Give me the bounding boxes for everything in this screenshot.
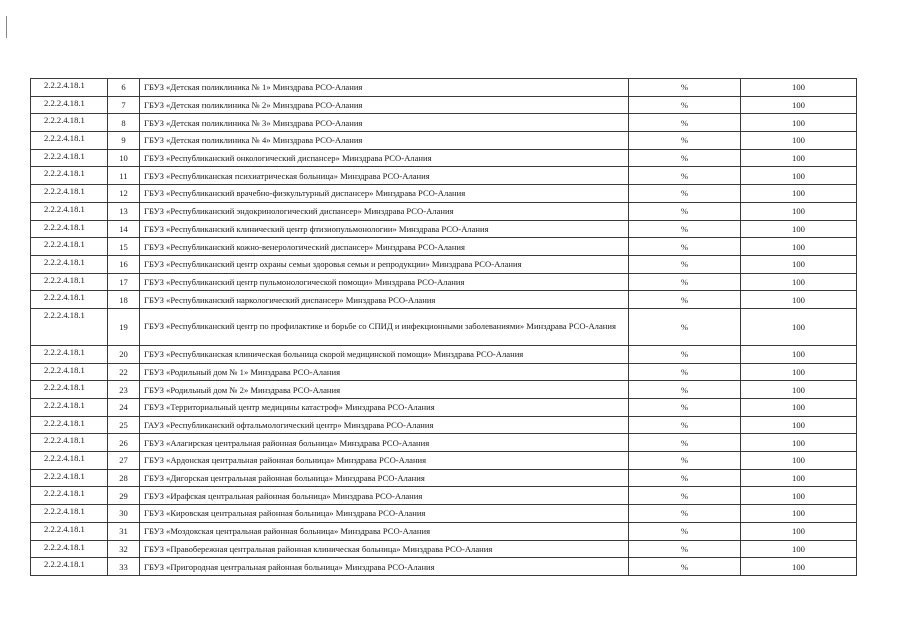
unit-cell: % [629, 291, 741, 309]
indicator-code-cell: 2.2.2.4.18.1 [31, 220, 108, 238]
table-row [31, 132, 857, 150]
value-cell: 100 [741, 363, 857, 381]
institution-name-cell: ГБУЗ «Республиканский кожно-венерологический диспансер» Минздрава РСО-Алания [140, 238, 629, 256]
table-row [31, 96, 857, 114]
row-number-cell: 30 [108, 505, 140, 523]
unit-cell: % [629, 540, 741, 558]
institution-name-cell: ГБУЗ «Кировская центральная районная больница» Минздрава РСО-Алания [140, 505, 629, 523]
indicator-code-cell: 2.2.2.4.18.1 [31, 185, 108, 203]
institution-name-cell: ГБУЗ «Республиканский онкологический диспансер» Минздрава РСО-Алания [140, 149, 629, 167]
table-row [31, 540, 857, 558]
institution-name-cell: ГБУЗ «Моздокская центральная районная больница» Минздрава РСО-Алания [140, 522, 629, 540]
unit-cell: % [629, 522, 741, 540]
indicator-code-cell: 2.2.2.4.18.1 [31, 79, 108, 97]
unit-cell: % [629, 434, 741, 452]
row-number-cell: 25 [108, 416, 140, 434]
value-cell: 100 [741, 114, 857, 132]
value-cell: 100 [741, 96, 857, 114]
row-number-cell: 9 [108, 132, 140, 150]
indicator-code-cell: 2.2.2.4.18.1 [31, 149, 108, 167]
table-row [31, 202, 857, 220]
indicator-code-cell: 2.2.2.4.18.1 [31, 505, 108, 523]
table-row [31, 149, 857, 167]
value-cell: 100 [741, 505, 857, 523]
indicator-code-cell: 2.2.2.4.18.1 [31, 381, 108, 399]
row-number-cell: 29 [108, 487, 140, 505]
unit-cell: % [629, 255, 741, 273]
row-number-cell: 7 [108, 96, 140, 114]
table-row [31, 558, 857, 576]
value-cell: 100 [741, 487, 857, 505]
indicator-code-cell: 2.2.2.4.18.1 [31, 202, 108, 220]
unit-cell: % [629, 381, 741, 399]
row-number-cell: 18 [108, 291, 140, 309]
unit-cell: % [629, 452, 741, 470]
value-cell: 100 [741, 381, 857, 399]
unit-cell: % [629, 399, 741, 417]
unit-cell: % [629, 167, 741, 185]
value-cell: 100 [741, 220, 857, 238]
indicator-code-cell: 2.2.2.4.18.1 [31, 558, 108, 576]
row-number-cell: 26 [108, 434, 140, 452]
institution-name-cell: ГБУЗ «Детская поликлиника № 4» Минздрава РСО-Алания [140, 132, 629, 150]
indicator-code-cell: 2.2.2.4.18.1 [31, 167, 108, 185]
unit-cell: % [629, 487, 741, 505]
row-number-cell: 33 [108, 558, 140, 576]
row-number-cell: 27 [108, 452, 140, 470]
indicator-table [30, 78, 857, 576]
value-cell: 100 [741, 558, 857, 576]
value-cell: 100 [741, 291, 857, 309]
unit-cell: % [629, 308, 741, 345]
value-cell: 100 [741, 345, 857, 363]
table-row [31, 255, 857, 273]
table-row [31, 291, 857, 309]
institution-name-cell: ГБУЗ «Родильный дом № 2» Минздрава РСО-Алания [140, 381, 629, 399]
unit-cell: % [629, 185, 741, 203]
institution-name-cell: ГБУЗ «Детская поликлиника № 2» Минздрава РСО-Алания [140, 96, 629, 114]
value-cell: 100 [741, 132, 857, 150]
value-cell: 100 [741, 399, 857, 417]
unit-cell: % [629, 149, 741, 167]
table-row [31, 434, 857, 452]
institution-name-cell: ГБУЗ «Республиканский клинический центр фтизиопульмонологии» Минздрава РСО-Алания [140, 220, 629, 238]
indicator-code-cell: 2.2.2.4.18.1 [31, 452, 108, 470]
row-number-cell: 32 [108, 540, 140, 558]
unit-cell: % [629, 345, 741, 363]
value-cell: 100 [741, 255, 857, 273]
table-row [31, 220, 857, 238]
value-cell: 100 [741, 273, 857, 291]
institution-name-cell: ГБУЗ «Родильный дом № 1» Минздрава РСО-Алания [140, 363, 629, 381]
institution-name-cell: ГБУЗ «Республиканский врачебно-физкультурный диспансер» Минздрава РСО-Алания [140, 185, 629, 203]
table-row [31, 416, 857, 434]
value-cell: 100 [741, 149, 857, 167]
row-number-cell: 16 [108, 255, 140, 273]
indicator-code-cell: 2.2.2.4.18.1 [31, 238, 108, 256]
row-number-cell: 17 [108, 273, 140, 291]
table-body [31, 79, 857, 576]
value-cell: 100 [741, 202, 857, 220]
value-cell: 100 [741, 469, 857, 487]
table-row [31, 381, 857, 399]
unit-cell: % [629, 79, 741, 97]
row-number-cell: 20 [108, 345, 140, 363]
unit-cell: % [629, 273, 741, 291]
row-number-cell: 28 [108, 469, 140, 487]
value-cell: 100 [741, 540, 857, 558]
row-number-cell: 14 [108, 220, 140, 238]
table-row [31, 238, 857, 256]
value-cell: 100 [741, 185, 857, 203]
institution-name-cell: ГБУЗ «Алагирская центральная районная больница» Минздрава РСО-Алания [140, 434, 629, 452]
unit-cell: % [629, 238, 741, 256]
indicator-code-cell: 2.2.2.4.18.1 [31, 487, 108, 505]
institution-name-cell: ГБУЗ «Республиканская психиатрическая больница» Минздрава РСО-Алания [140, 167, 629, 185]
institution-name-cell: ГБУЗ «Детская поликлиника № 1» Минздрава РСО-Алания [140, 79, 629, 97]
indicator-code-cell: 2.2.2.4.18.1 [31, 132, 108, 150]
unit-cell: % [629, 363, 741, 381]
value-cell: 100 [741, 452, 857, 470]
row-number-cell: 10 [108, 149, 140, 167]
institution-name-cell: ГБУЗ «Территориальный центр медицины катастроф» Минздрава РСО-Алания [140, 399, 629, 417]
table-row [31, 79, 857, 97]
indicator-code-cell: 2.2.2.4.18.1 [31, 540, 108, 558]
institution-name-cell: ГБУЗ «Республиканский центр охраны семьи здоровья семьи и репродукции» Минздрава РСО-Алания [140, 255, 629, 273]
indicator-code-cell: 2.2.2.4.18.1 [31, 363, 108, 381]
unit-cell: % [629, 132, 741, 150]
row-number-cell: 22 [108, 363, 140, 381]
institution-name-cell: ГБУЗ «Республиканский центр пульмонологической помощи» Минздрава РСО-Алания [140, 273, 629, 291]
row-number-cell: 13 [108, 202, 140, 220]
table-row [31, 363, 857, 381]
row-number-cell: 12 [108, 185, 140, 203]
row-number-cell: 24 [108, 399, 140, 417]
unit-cell: % [629, 114, 741, 132]
institution-name-cell: ГБУЗ «Правобережная центральная районная клиническая больница» Минздрава РСО-Алания [140, 540, 629, 558]
institution-name-cell: ГБУЗ «Ардонская центральная районная больница» Минздрава РСО-Алания [140, 452, 629, 470]
unit-cell: % [629, 96, 741, 114]
institution-name-cell: ГБУЗ «Детская поликлиника № 3» Минздрава РСО-Алания [140, 114, 629, 132]
table-row [31, 167, 857, 185]
row-number-cell: 19 [108, 308, 140, 345]
value-cell: 100 [741, 416, 857, 434]
value-cell: 100 [741, 238, 857, 256]
institution-name-cell: ГБУЗ «Республиканский наркологический диспансер» Минздрава РСО-Алания [140, 291, 629, 309]
table-row [31, 487, 857, 505]
institution-name-cell: ГАУЗ «Республиканский офтальмологический центр» Минздрава РСО-Алания [140, 416, 629, 434]
row-number-cell: 6 [108, 79, 140, 97]
indicator-code-cell: 2.2.2.4.18.1 [31, 291, 108, 309]
indicator-code-cell: 2.2.2.4.18.1 [31, 273, 108, 291]
unit-cell: % [629, 202, 741, 220]
row-number-cell: 8 [108, 114, 140, 132]
table-row [31, 185, 857, 203]
margin-mark [6, 16, 7, 38]
institution-name-cell: ГБУЗ «Республиканская клиническая больница скорой медицинской помощи» Минздрава РСО-Алания [140, 345, 629, 363]
row-number-cell: 15 [108, 238, 140, 256]
indicator-code-cell: 2.2.2.4.18.1 [31, 399, 108, 417]
value-cell: 100 [741, 167, 857, 185]
indicator-code-cell: 2.2.2.4.18.1 [31, 114, 108, 132]
table-row [31, 273, 857, 291]
indicator-code-cell: 2.2.2.4.18.1 [31, 522, 108, 540]
table-row [31, 452, 857, 470]
indicator-code-cell: 2.2.2.4.18.1 [31, 345, 108, 363]
institution-name-cell: ГБУЗ «Дигорская центральная районная больница» Минздрава РСО-Алания [140, 469, 629, 487]
indicator-code-cell: 2.2.2.4.18.1 [31, 308, 108, 345]
unit-cell: % [629, 505, 741, 523]
unit-cell: % [629, 469, 741, 487]
institution-name-cell: ГБУЗ «Пригородная центральная районная больница» Минздрава РСО-Алания [140, 558, 629, 576]
indicator-code-cell: 2.2.2.4.18.1 [31, 96, 108, 114]
unit-cell: % [629, 220, 741, 238]
institution-name-cell: ГБУЗ «Республиканский центр по профилактике и борьбе со СПИД и инфекционными заболеваниями» Минздрава РСО-Алания [140, 308, 629, 345]
value-cell: 100 [741, 522, 857, 540]
value-cell: 100 [741, 434, 857, 452]
table-row [31, 469, 857, 487]
indicator-code-cell: 2.2.2.4.18.1 [31, 469, 108, 487]
indicator-code-cell: 2.2.2.4.18.1 [31, 255, 108, 273]
institution-name-cell: ГБУЗ «Республиканский эндокринологический диспансер» Минздрава РСО-Алания [140, 202, 629, 220]
institution-name-cell: ГБУЗ «Ирафская центральная районная больница» Минздрава РСО-Алания [140, 487, 629, 505]
indicator-code-cell: 2.2.2.4.18.1 [31, 416, 108, 434]
value-cell: 100 [741, 308, 857, 345]
table-row [31, 522, 857, 540]
indicator-code-cell: 2.2.2.4.18.1 [31, 434, 108, 452]
table-row [31, 505, 857, 523]
table-row [31, 114, 857, 132]
row-number-cell: 31 [108, 522, 140, 540]
table-row [31, 345, 857, 363]
table-row [31, 399, 857, 417]
value-cell: 100 [741, 79, 857, 97]
row-number-cell: 11 [108, 167, 140, 185]
unit-cell: % [629, 558, 741, 576]
row-number-cell: 23 [108, 381, 140, 399]
unit-cell: % [629, 416, 741, 434]
table-row [31, 308, 857, 345]
